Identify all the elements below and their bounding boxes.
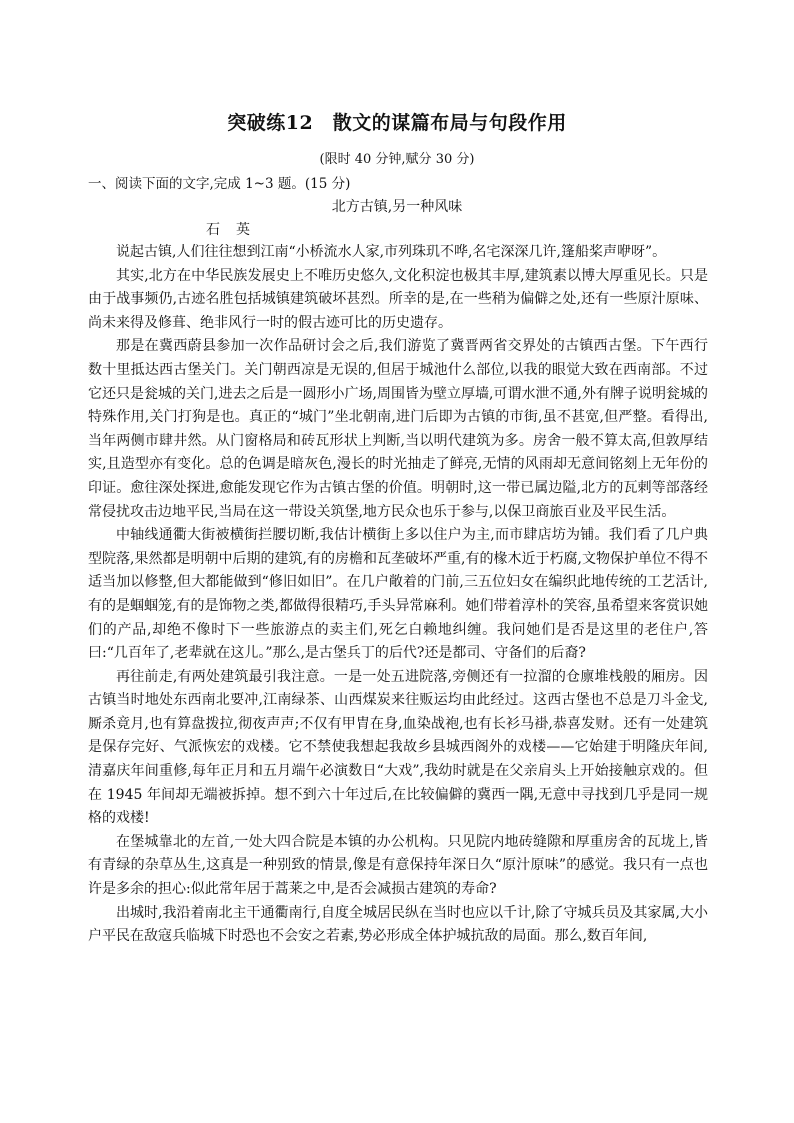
page-title: 突破练12 散文的谋篇布局与句段作用 <box>227 112 567 134</box>
essay-body <box>88 241 708 949</box>
paragraph-2: 其实,北方在中华民族发展史上不唯历史悠久,文化积淀也极其丰厚,建筑素以博大厚重见长。只是由于战事频仍,古迹名胜包括城镇建筑破坏甚烈。所幸的是,在一些稍为偏僻之处,还有一些原汁原味、尚未来得及修葺、绝非风行一时的假古迹可比的历史遗存。 <box>88 267 708 331</box>
paragraph-4: 中轴线通衢大街被横街拦腰切断,我估计横街上多以住户为主,而市肆店坊为铺。我们看了几户典型院落,果然都是明朝中后期的建筑,有的房檐和瓦垄破坏严重,有的椽木近于朽腐,文物保护单位不得不适当加以修整,但大都能做到“修旧如旧”。在几户敞着的门前,三五位妇女在编织此地传统的工艺活计,有的是蝈蝈笼,有的是饰物之类,都做得很精巧,手头异常麻利。她们带着淳朴的笑容,虽希望来客赏识她们的产品,却绝不像时下一些旅游点的卖主们,死乞白赖地纠缠。我问她们是否是这里的老住户,答曰:“几百年了,老辈就在这儿。”那么,是古堡兵丁的后代?还是都司、守备们的后裔? <box>88 527 708 662</box>
paragraph-3: 那是在冀西蔚县参加一次作品研讨会之后,我们游览了冀晋两省交界处的古镇西古堡。下午西行数十里抵达西古堡关门。关门朝西凉是无误的,但居于城池什么部位,以我的眼觉大致在西南部。不过它还只是瓮城的关门,进去之后是一圆形小广场,周围皆为壁立厚墙,可谓水泄不通,外有牌子说明瓮城的特殊作用,关门打狗是也。真正的“城门”坐北朝南,进门后即为古镇的市街,虽不甚宽,但严整。看得出,当年两侧市肆井然。从门窗格局和砖瓦形状上判断,当以明代建筑为多。房舍一般不算太高,但敦厚结实,且造型亦有变化。总的色调是暗灰色,漫长的时光抽走了鲜亮,无情的风雨却无意间铭刻上无年份的印证。愈往深处探进,愈能发现它作为古镇古堡的价值。明朝时,这一带已属边隘,北方的瓦剌等部落经常侵扰攻击边地平民,当局在这一带设关筑堡,地方民众也乐于参与,以保卫商旅百业及平民生活。 <box>88 338 708 520</box>
time-score-note: (限时 40 分钟,赋分 30 分) <box>319 152 475 167</box>
paragraph-7: 出城时,我沿着南北主干通衢南行,自度全城居民纵在当时也应以千计,除了守城兵员及其家属,大小户平民在敌寇兵临城下时恐也不会安之若素,势必形成全体护城抗敌的局面。那么,数百年间, <box>88 904 708 945</box>
essay-author: 石英 <box>206 222 266 238</box>
paragraph-1: 说起古镇,人们往往想到江南“小桥流水人家,市列珠玑不哗,名宅深深几许,篷船桨声咿呀”。 <box>116 244 667 260</box>
section-instruction: 一、阅读下面的文字,完成 1~3 题。(15 分) <box>88 176 351 192</box>
paragraph-5: 再往前走,有两处建筑最引我注意。一是一处五进院落,旁侧还有一拉溜的仓廪堆栈般的厢房。因古镇当时地处东西南北要冲,江南绿茶、山西煤炭来往贩运均由此经过。这西古堡也不总是刀斗金戈,厮杀竟月,也有算盘拨拉,彻夜声声;不仅有甲胄在身,血染战袍,也有长衫马褂,恭喜发财。还有一处建筑是保存完好、气派恢宏的戏楼。它不禁使我想起我故乡县城西阁外的戏楼——它始建于明隆庆年间,清嘉庆年间重修,每年正月和五月端午必演数日“大戏”,我幼时就是在父亲肩头上开始接触京戏的。但在 1945 年间却无端被拆掉。想不到六十年过后,在比较偏僻的冀西一隅,无意中寻找到几乎是同一规格的戏楼! <box>88 668 708 827</box>
paragraph-6: 在堡城靠北的左首,一处大四合院是本镇的办公机构。只见院内地砖缝隙和厚重房舍的瓦垅上,皆有青绿的杂草丛生,这真是一种别致的情景,像是有意保持年深日久“原汁原味”的感觉。我只有一点也许是多余的担心:似此常年居于蒿莱之中,是否会减损古建筑的寿命? <box>88 833 708 898</box>
essay-title: 北方古镇,另一种风味 <box>331 199 463 215</box>
